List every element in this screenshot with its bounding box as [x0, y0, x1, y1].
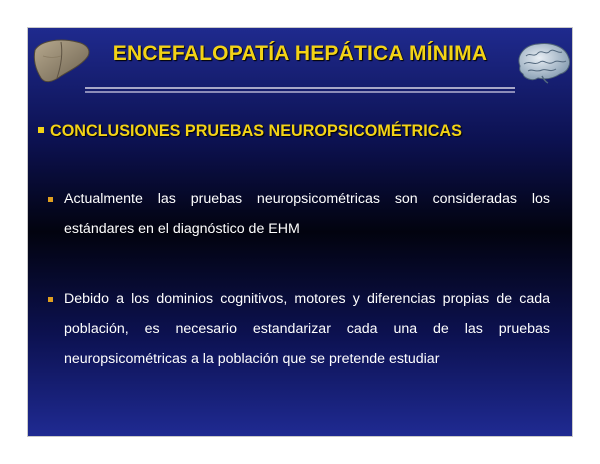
slide-title: ENCEFALOPATÍA HEPÁTICA MÍNIMA: [112, 42, 488, 65]
bullet-text: Actualmente las pruebas neuropsicométricas son consideradas los estándares en el diagnóstico de EHM: [64, 191, 550, 237]
title-divider-top: [85, 87, 515, 89]
square-bullet-icon: [38, 127, 44, 133]
title-divider-bottom: [85, 91, 515, 93]
bullet-text: Debido a los dominios cognitivos, motores y diferencias propias de cada población, es necesario estandarizar cada una de las pruebas neuropsicométricas a la población que se pretende estudiar: [64, 291, 550, 367]
slide: [28, 28, 572, 436]
brain-icon: [514, 40, 572, 84]
bullet-marker-icon: [48, 197, 53, 202]
section-heading: [38, 122, 462, 141]
bullet-marker-icon: [48, 297, 53, 302]
section-heading-text: CONCLUSIONES PRUEBAS NEUROPSICOMÉTRICAS: [50, 122, 462, 140]
